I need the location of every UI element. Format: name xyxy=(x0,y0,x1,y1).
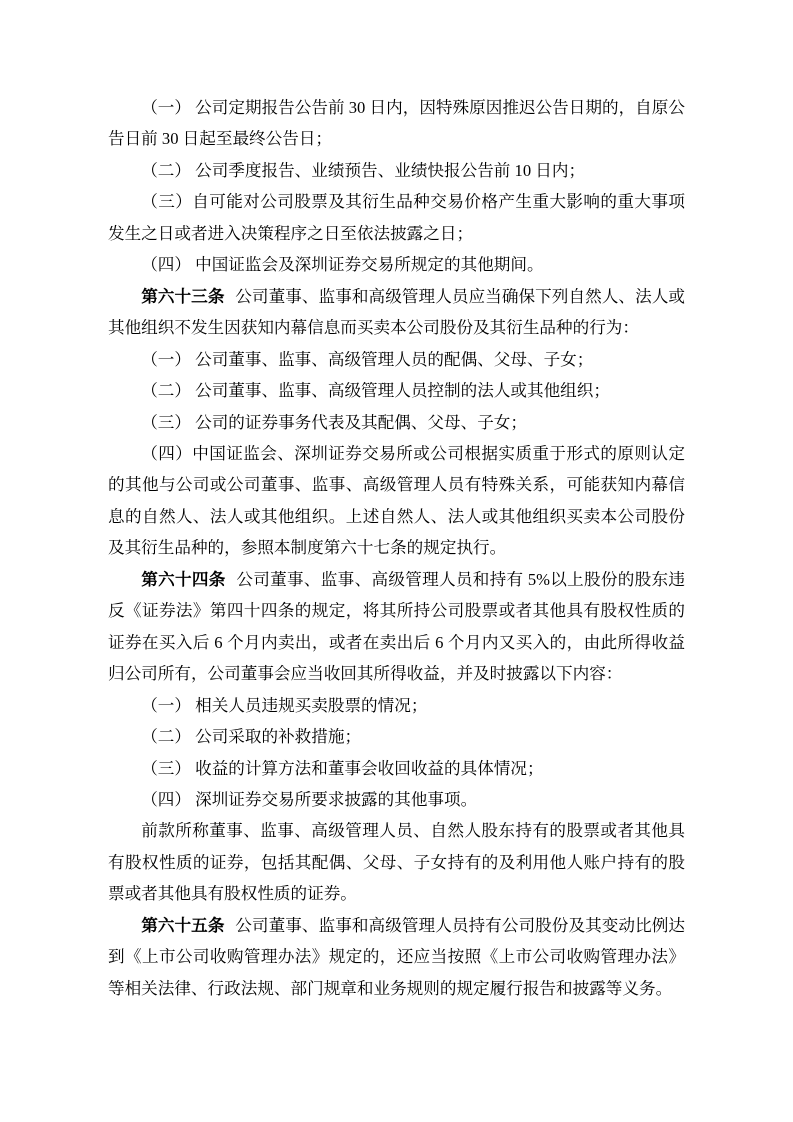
article-number: 第六十三条 xyxy=(141,286,225,306)
paragraph-text: 公司董事、监事和高级管理人员持有公司股份及其变动比例达到《上市公司收购管理办法》规定的，还应当按照《上市公司收购管理办法》等相关法律、行政法规、部门规章和业务规则的规定履行报告和披露等义务。 xyxy=(108,915,685,998)
paragraph-text: （三）自可能对公司股票及其衍生品种交易价格产生重大影响的重大事项发生之日或者进入决策程序之日至依法披露之日； xyxy=(108,192,685,243)
paragraph-text: 公司董事、监事和高级管理人员应当确保下列自然人、法人或其他组织不发生因获知内幕信息而买卖本公司股份及其衍生品种的行为： xyxy=(108,286,685,338)
document-text-block xyxy=(108,92,685,1004)
paragraph-text: 前款所称董事、监事、高级管理人员、自然人股东持有的股票或者其他具有股权性质的证券，包括其配偶、父母、子女持有的及利用他人账户持有的股票或者其他具有股权性质的证券。 xyxy=(108,821,685,904)
paragraph-text: （二） 公司董事、监事、高级管理人员控制的法人或其他组织； xyxy=(141,381,610,401)
paragraph-text: （三） 公司的证券事务代表及其配偶、父母、子女； xyxy=(141,412,527,432)
paragraph-article-64 xyxy=(108,564,685,690)
paragraph-item-12 xyxy=(108,784,685,815)
paragraph-item-11 xyxy=(108,753,685,784)
paragraph-item-2 xyxy=(108,155,685,186)
paragraph-item-13 xyxy=(108,815,685,909)
paragraph-item-7 xyxy=(108,407,685,438)
paragraph-text: （一） 公司董事、监事、高级管理人员的配偶、父母、子女； xyxy=(141,349,594,369)
paragraph-item-4 xyxy=(108,249,685,280)
paragraph-text: （一） 公司定期报告公告前 30 日内，因特殊原因推迟公告日期的，自原公告日前 30 日起至最终公告日； xyxy=(108,98,685,149)
paragraph-item-9 xyxy=(108,690,685,721)
paragraph-item-10 xyxy=(108,721,685,752)
paragraph-article-63 xyxy=(108,281,685,344)
paragraph-article-65 xyxy=(108,910,685,1004)
paragraph-text: 公司董事、监事、高级管理人员和持有 5%以上股份的股东违反《证券法》第四十四条的规定，将其所持公司股票或者其他具有股权性质的证券在买入后 6 个月内卖出，或者在卖出后 6 个月内又买入的，由此所得收益归公司所有，公司董事会应当收回其所得收益，并及时披露以下内容： xyxy=(108,569,685,684)
paragraph-text: （二） 公司采取的补救措施； xyxy=(141,727,362,747)
paragraph-text: （三） 收益的计算方法和董事会收回收益的具体情况； xyxy=(141,758,544,778)
article-number: 第六十四条 xyxy=(141,569,226,589)
paragraph-text: （四）中国证监会、深圳证券交易所或公司根据实质重于形式的原则认定的其他与公司或公司董事、监事、高级管理人员有特殊关系，可能获知内幕信息的自然人、法人或其他组织。上述自然人、法人或其他组织买卖本公司股份及其衍生品种的，参照本制度第六十七条的规定执行。 xyxy=(108,443,685,558)
paragraph-item-5 xyxy=(108,344,685,375)
paragraph-text: （四） 中国证监会及深圳证券交易所规定的其他期间。 xyxy=(141,255,544,275)
paragraph-item-8 xyxy=(108,438,685,564)
paragraph-item-1 xyxy=(108,92,685,155)
paragraph-item-6 xyxy=(108,375,685,406)
paragraph-item-3 xyxy=(108,186,685,249)
paragraph-text: （二） 公司季度报告、业绩预告、业绩快报公告前 10 日内； xyxy=(141,160,586,180)
article-number: 第六十五条 xyxy=(141,915,225,935)
paragraph-text: （四） 深圳证券交易所要求披露的其他事项。 xyxy=(141,789,478,809)
paragraph-text: （一） 相关人员违规买卖股票的情况； xyxy=(141,695,428,715)
